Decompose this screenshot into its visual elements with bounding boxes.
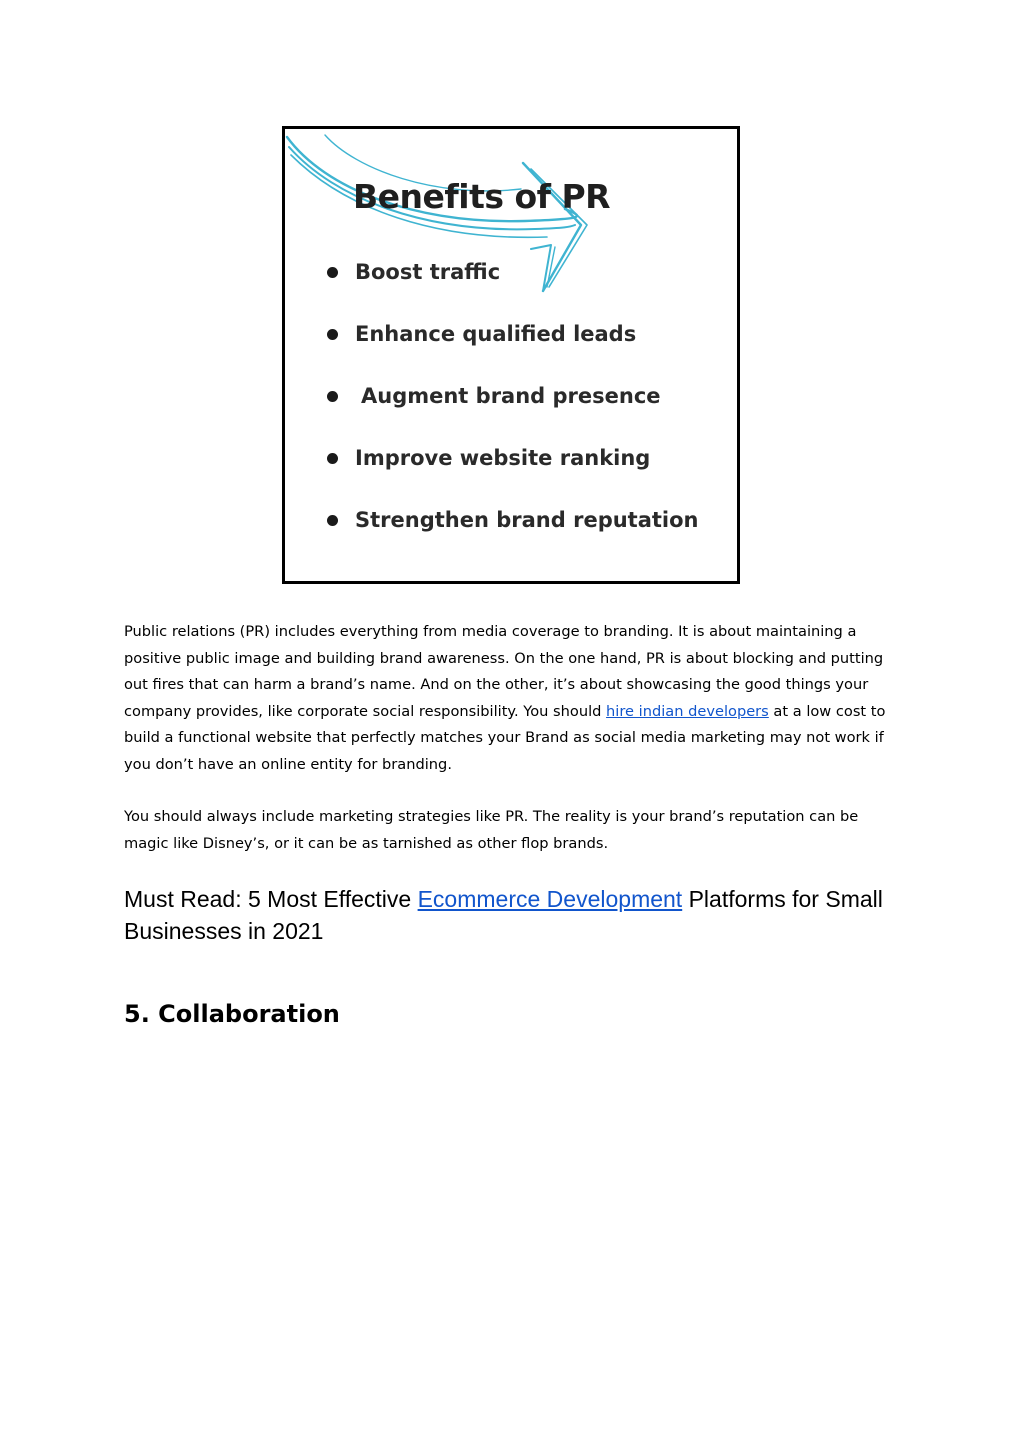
bullet-icon [327, 267, 338, 278]
section-heading: 5. Collaboration [124, 1000, 340, 1028]
must-read-callout [124, 883, 904, 947]
bullet-icon [327, 391, 338, 402]
list-item-label: Enhance qualified leads [355, 322, 637, 346]
list-item [327, 384, 661, 408]
hire-indian-developers-link[interactable]: hire indian developers [606, 702, 769, 720]
pr-paragraph [124, 619, 904, 778]
list-item-label: Improve website ranking [355, 446, 651, 470]
bullet-icon [327, 453, 338, 464]
ecommerce-development-link[interactable]: Ecommerce Development [417, 886, 683, 912]
list-item-label: Strengthen brand reputation [355, 508, 699, 532]
list-item [327, 322, 636, 346]
list-item [327, 508, 699, 532]
list-item-label: Boost traffic [355, 260, 501, 284]
must-read-text: Must Read: 5 Most Effective [124, 886, 418, 912]
paragraph-text: Public relations (PR) includes everything from media coverage to branding. It is about maintaining a positive public image and building brand awareness. On the one hand, PR is about blocking and putting out fires that can harm a brand’s name. And on the other, it’s about showcasing the good things your company provides, like corporate social responsibility. You should [124, 623, 884, 720]
must-read-text: Platforms for Small Businesses in 2021 [124, 886, 883, 944]
list-item [327, 260, 500, 284]
list-item [327, 446, 650, 470]
strategy-paragraph: You should always include marketing strategies like PR. The reality is your brand’s reputation can be magic like Disney’s, or it can be as tarnished as other flop brands. [124, 808, 859, 852]
benefits-of-pr-image [282, 126, 740, 584]
bullet-icon [327, 329, 338, 340]
list-item-label: Augment brand presence [361, 384, 661, 408]
paragraph-text: at a low cost to build a functional website that perfectly matches your Brand as social media marketing may not work if you don’t have an online entity for branding. [124, 702, 886, 773]
figure-title: Benefits of PR [353, 177, 611, 216]
bullet-icon [327, 515, 338, 526]
